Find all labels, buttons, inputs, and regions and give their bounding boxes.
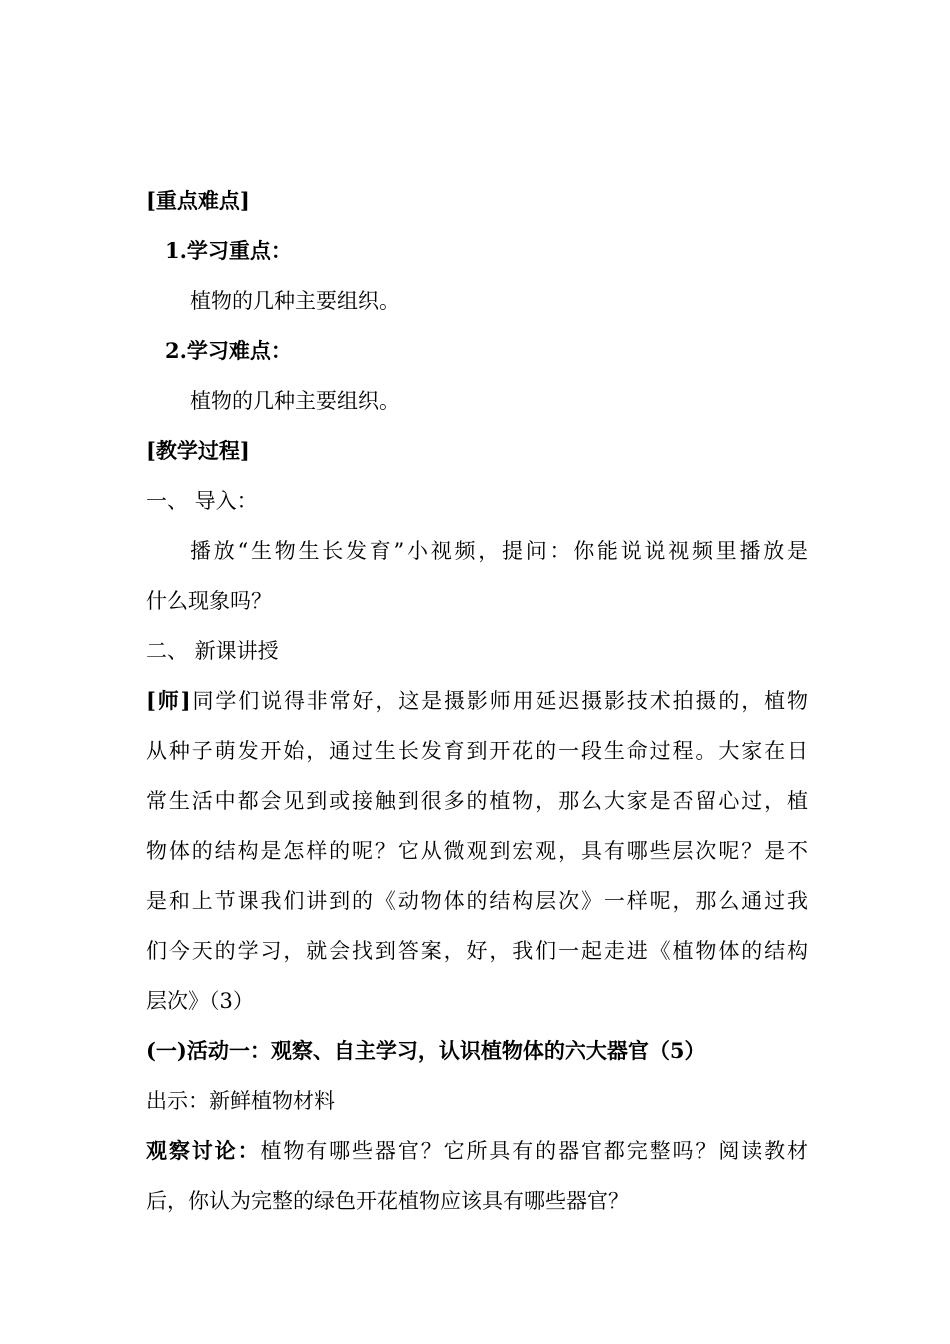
activity-one-show: 出示：新鲜植物材料 <box>146 1089 335 1113</box>
part-two-label: 二、 新课讲授 <box>146 639 279 663</box>
key-point-text: 植物的几种主要组织。 <box>190 289 400 313</box>
teacher-paragraph-line: 层次》（3） <box>146 989 254 1013</box>
part-one-label: 一、 导入： <box>146 489 258 513</box>
teacher-paragraph-line: 是和上节课我们讲到的《动物体的结构层次》一样呢，那么通过我 <box>146 889 808 913</box>
heading-key-points: [重点难点] <box>146 188 250 213</box>
discussion-label: 观察讨论： <box>146 1138 261 1163</box>
teacher-paragraph-line: 常生活中都会见到或接触到很多的植物，那么大家是否留心过，植 <box>146 789 808 813</box>
teacher-paragraph-line: 从种子萌发开始，通过生长发育到开花的一段生命过程。大家在日 <box>146 739 808 763</box>
discussion-paragraph-line: 后，你认为完整的绿色开花植物应该具有哪些器官？ <box>146 1189 629 1213</box>
teacher-tag: [师] <box>146 688 191 713</box>
activity-one-heading: (一)活动一：观察、自主学习，认识植物体的六大器官（5） <box>146 1038 706 1063</box>
teacher-paragraph-line: 物体的结构是怎样的呢？它从微观到宏观，具有哪些层次呢？是不 <box>146 839 808 863</box>
key-point-label: 1.学习重点： <box>165 238 292 263</box>
difficulty-text: 植物的几种主要组织。 <box>190 389 400 413</box>
discussion-paragraph-line <box>146 1136 808 1166</box>
intro-paragraph-line: 播放“生物生长发育”小视频，提问：你能说说视频里播放是 <box>190 539 808 563</box>
teacher-paragraph-line: 们今天的学习，就会找到答案，好，我们一起走进《植物体的结构 <box>146 939 808 963</box>
heading-teaching-process: [教学过程] <box>146 438 250 463</box>
teacher-text: 同学们说得非常好，这是摄影师用延迟摄影技术拍摄的，植物 <box>190 689 808 713</box>
difficulty-label: 2.学习难点： <box>165 338 292 363</box>
intro-paragraph-line: 什么现象吗？ <box>146 589 272 613</box>
teacher-paragraph-line <box>146 686 808 716</box>
discussion-text: 植物有哪些器官？它所具有的器官都完整吗？阅读教材 <box>260 1139 808 1163</box>
